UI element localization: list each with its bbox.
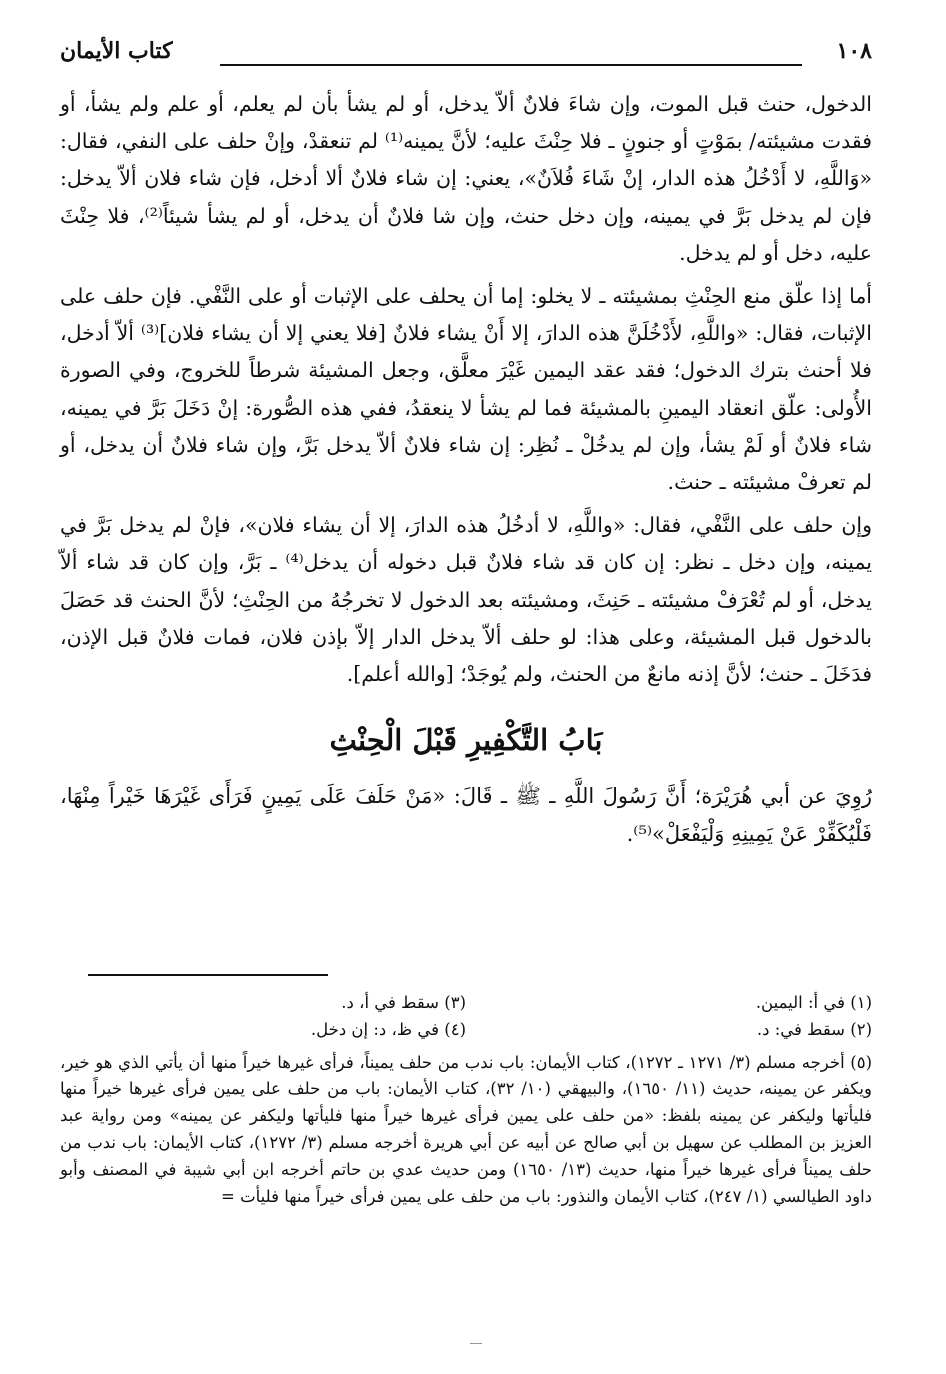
page-header [60,32,872,72]
footnote-4: (٤) في ظ، د: إن دخل. [310,1019,466,1039]
footnote-separator [88,974,328,976]
paragraph-3: وإن حلف على النَّفْي، فقال: «واللَّهِ، لا أدخُلُ هذه الدارَ، إلا أن يشاء فلان»، فإنْ لم يدخل بَرَّ في يمينه، وإن دخل ـ نظر: إن كان قد شاء فلانٌ قبل دخوله أن يدخل⁽⁴⁾ ـ بَرَّ، وإن كان قد شاء ألاّ يدخل، أو لم تُعْرَفْ مشيئته ـ حَنِثَ، ومشيئته بعد الدخول لا تخرجُهُ من الحِنْثِ؛ لأنَّ الحنث قد حَصَلَ بالدخول قبل المشيئة، وعلى هذا: لو حلف ألاّ يدخل الدار إلاّ بإذن فلان، فمات فلانٌ قبل الإذن، فدَخَلَ ـ حنث؛ لأنَّ إذنه مانعٌ من الحنث، ولم يُوجَدْ؛ [والله أعلم]. [60,513,872,687]
page-bottom-mark [470,1343,482,1344]
main-text [60,86,872,853]
footnote-row [60,1017,872,1044]
footnote-2: (٢) سقط في: د. [756,1019,872,1039]
footnote-row [60,990,872,1017]
chapter-title: بَابُ التَّكْفِيرِ قَبْلَ الْحِنْثِ [329,723,603,758]
page-number: ١٠٨ [836,38,872,64]
footnote-1: (١) في أ: اليمين. [755,993,872,1012]
header-rule [220,64,802,66]
footnotes [60,990,872,1210]
running-title: كتاب الأيمان [60,38,173,64]
hadith-text: رُوِيَ عن أبي هُرَيْرَة؛ أَنَّ رَسُولَ اللَّهِ ـ ﷺ ـ قَالَ: «مَنْ حَلَفَ عَلَى يَمِينٍ فَرَأَى غَيْرَهَا خَيْراً مِنْهَا، فَلْيُكَفِّرْ عَنْ يَمِينِهِ وَلْيَفْعَلْ»⁽⁵⁾. [60,784,872,847]
footnote-3: (٣) سقط في أ، د. [341,993,466,1012]
paragraph-2: أما إذا علّق منع الحِنْثِ بمشيئته ـ لا يخلو: إما أن يحلف على الإثبات أو على النَّفْي. فإن حلف على الإثبات، فقال: «واللَّهِ، لأَدْخُلَنَّ هذه الدارَ، إلا أَنْ يشاء فلانٌ [فلا يعني إلا أن يشاء فلان]⁽³⁾ ألاّ أدخل، فلا أحنث بترك الدخول؛ فقد عقد اليمين غَيْرَ معلَّق، وجعل المشيئة شرطاً للخروج، وفي الصورة الأُولى: علّق انعقاد اليمينِ بالمشيئة فما لم يشأ لا ينعقدُ، ففي هذه الصُّورة: إنْ دَخَلَ بَرَّ في يمينه، شاء فلانٌ أو لَمْ يشأ، وإن لم يدخُلْ ـ نُظِر: إن شاء فلانٌ ألاّ يدخل بَرَّ، وإن شاء فلانٌ أن يدخل، أو لم تعرفْ مشيئته ـ حنث. [60,284,872,495]
footnote-5: (٥) أخرجه مسلم (٣/ ١٢٧١ ـ ١٢٧٢)، كتاب الأيمان: باب ندب من حلف يميناً، فرأى غيرها خيراً منها أن يأتي الذي هو خير، ويكفر عن يمينه، حديث (١١/ ١٦٥٠)، والبيهقي (١٠/ ٣٢)، كتاب الأيمان: باب من حلف على يمين فرأى غيرها خيراً منها فليأتها وليكفر عن يمينه بلفظ: «من حلف على يمين فرأى غيرها خيراً منها فليأتها وليكفر عن يمينه» ومن رواية عبد العزيز بن المطلب عن سهيل بن أبي صالح عن أبيه عن أبي هريرة أخرجه مسلم (٣/ ١٢٧٢)، كتاب الأيمان: باب ندب من حلف يميناً فرأى غيرها خيراً منها، حديث (١٣/ ١٦٥٠) ومن حديث عدي بن حاتم أخرجه ابن أبي شيبة في المصنف وأبو داود الطيالسي (١/ ٢٤٧)، كتاب الأيمان والنذور: باب من حلف على يمين فرأى خيراً منها فليأت = [60,1052,873,1206]
paragraph-1: الدخول، حنث قبل الموت، وإن شاءَ فلانٌ ألاّ يدخل، أو لم يشأ بأن لم يعلم، أو علم ولم يشأ، أو فقدت مشيئته/ بمَوْتٍ أو جنونٍ ـ فلا حِنْثَ عليه؛ لأنَّ يمينه⁽¹⁾ لم تنعقدْ، وإنْ حلف على النفي، فقال: «وَاللَّهِ، لا أَدْخُلُ هذه الدار، إنْ شَاءَ فُلاَنٌ»، يعني: إن شاء فلانٌ ألا أدخل، فإن شاء فلان ألاّ يدخل: فإن لم يدخل بَرَّ في يمينه، وإن دخل حنث، وإن شا فلانٌ أن يدخل، أو لم يشأ شيئاً⁽²⁾، فلا حِنْثَ عليه، دخل أو لم يدخل. [60,92,873,265]
